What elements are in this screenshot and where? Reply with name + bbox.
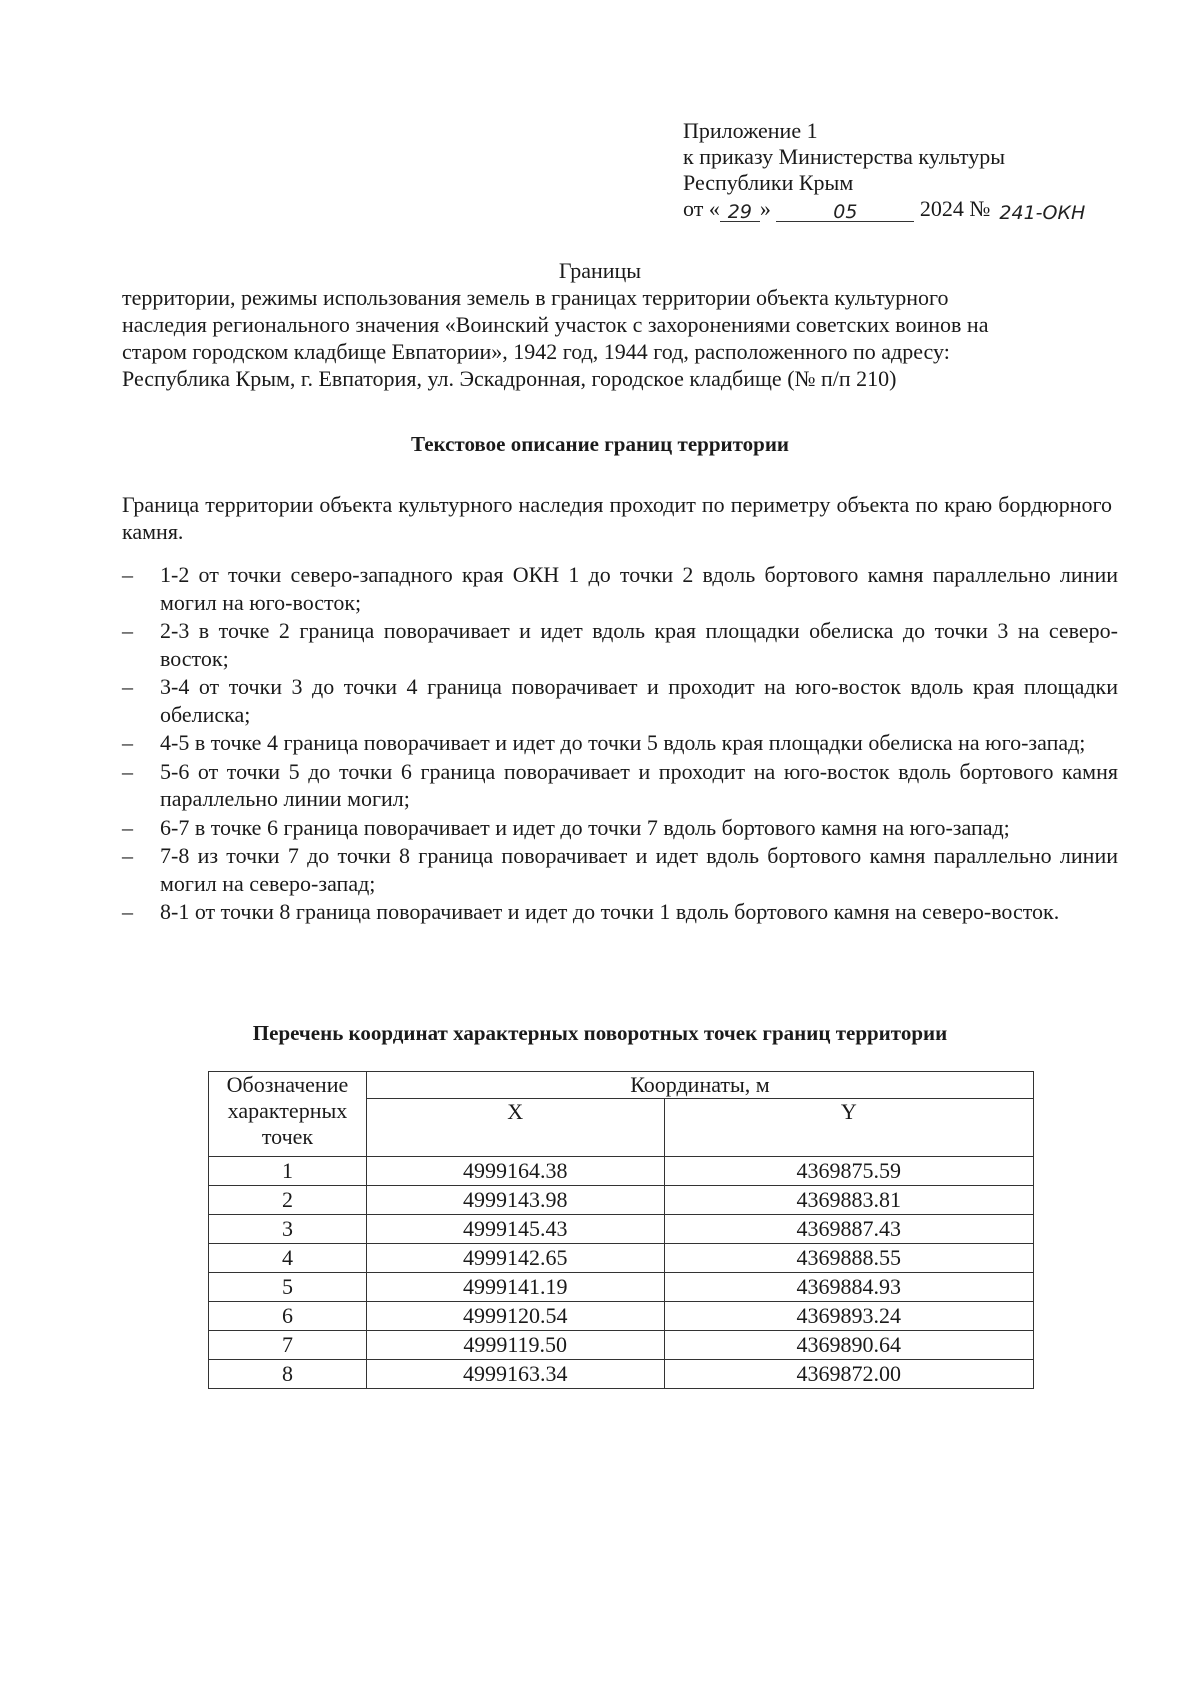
list-dash: –	[122, 674, 133, 699]
appendix-line-3: Республики Крым	[683, 170, 854, 195]
list-dash: –	[122, 899, 133, 924]
cell-y: 4369884.93	[664, 1273, 1033, 1302]
cell-point: 3	[209, 1215, 367, 1244]
cell-x: 4999119.50	[366, 1331, 664, 1360]
list-dash: –	[122, 814, 133, 840]
text-section-heading: Текстовое описание границ территории	[410, 432, 790, 456]
list-item	[122, 758, 1118, 813]
cell-y: 4369872.00	[664, 1360, 1033, 1389]
table-row	[209, 1186, 1034, 1215]
cell-x: 4999145.43	[366, 1215, 664, 1244]
list-dash: –	[122, 618, 133, 643]
list-item	[122, 814, 1118, 842]
appendix-date-line	[683, 196, 1094, 222]
cell-point: 8	[209, 1360, 367, 1389]
cell-y: 4369893.24	[664, 1302, 1033, 1331]
date-day: 29	[720, 199, 760, 222]
boundary-list	[122, 561, 1118, 927]
subtitle-line: Республика Крым, г. Евпатория, ул. Эскадронная, городское кладбище (№ п/п 210)	[122, 366, 897, 391]
cell-x: 4999164.38	[366, 1157, 664, 1186]
cell-point: 6	[209, 1302, 367, 1331]
list-item-text: 8-1 от точки 8 граница поворачивает и идет до точки 1 вдоль бортового камня на северо-восток.	[160, 899, 1060, 924]
header-point-designation: Обозначение характерных точек	[209, 1072, 367, 1157]
table-row	[209, 1215, 1034, 1244]
list-item-text: 3-4 от точки 3 до точки 4 граница поворачивает и проходит на юго-восток вдоль края площадки обелиска;	[160, 674, 1118, 727]
list-item-text: 5-6 от точки 5 до точки 6 граница поворачивает и проходит на юго-восток вдоль бортового камня параллельно линии могил;	[160, 758, 1118, 811]
list-item	[122, 673, 1118, 728]
list-item-text: 1-2 от точки северо-западного края ОКН 1 до точки 2 вдоль бортового камня параллельно линии могил на юго-восток;	[160, 562, 1118, 615]
subtitle-line: территории, режимы использования земель в границах территории объекта культурного	[122, 285, 949, 310]
document-subtitle	[122, 284, 1080, 392]
cell-x: 4999142.65	[366, 1244, 664, 1273]
list-item	[122, 898, 1118, 926]
cell-x: 4999141.19	[366, 1273, 664, 1302]
table-row	[209, 1331, 1034, 1360]
cell-point: 5	[209, 1273, 367, 1302]
date-quote-close: »	[759, 196, 771, 221]
date-prefix: от «	[683, 196, 720, 221]
cell-y: 4369887.43	[664, 1215, 1033, 1244]
cell-point: 2	[209, 1186, 367, 1215]
document-title: Границы	[558, 258, 642, 283]
list-item	[122, 561, 1118, 616]
coords-heading: Перечень координат характерных поворотных точек границ территории	[252, 1021, 948, 1045]
cell-point: 7	[209, 1331, 367, 1360]
list-item-text: 4-5 в точке 4 граница поворачивает и идет до точки 5 вдоль края площадки обелиска на юго-запад;	[160, 730, 1086, 755]
order-number: 241-ОКН	[999, 202, 1086, 224]
table-row	[209, 1360, 1034, 1389]
header-x: X	[366, 1099, 664, 1157]
list-dash: –	[122, 562, 133, 587]
date-year: 2024 №	[919, 196, 991, 221]
list-item	[122, 617, 1118, 672]
cell-x: 4999120.54	[366, 1302, 664, 1331]
list-dash: –	[122, 730, 133, 755]
table-row	[209, 1244, 1034, 1273]
table-row	[209, 1157, 1034, 1186]
cell-y: 4369888.55	[664, 1244, 1033, 1273]
coordinates-table	[208, 1071, 1034, 1389]
cell-x: 4999163.34	[366, 1360, 664, 1389]
appendix-block	[683, 118, 1094, 222]
list-item-text: 6-7 в точке 6 граница поворачивает и идет до точки 7 вдоль бортового камня на юго-запад;	[160, 814, 1010, 840]
cell-x: 4999143.98	[366, 1186, 664, 1215]
cell-y: 4369890.64	[664, 1331, 1033, 1360]
list-item	[122, 729, 1118, 757]
intro-paragraph: Граница территории объекта культурного наследия проходит по периметру объекта по краю бордюрного камня.	[122, 492, 1112, 544]
appendix-line-2: к приказу Министерства культуры	[683, 144, 1006, 169]
date-month: 05	[776, 199, 914, 222]
table-row	[209, 1302, 1034, 1331]
list-item-text: 7-8 из точки 7 до точки 8 граница поворачивает и идет вдоль бортового камня параллельно линии могил на северо-запад;	[160, 843, 1118, 896]
appendix-line-1: Приложение 1	[683, 118, 818, 143]
cell-y: 4369875.59	[664, 1157, 1033, 1186]
list-item	[122, 842, 1118, 897]
subtitle-line: наследия регионального значения «Воинский участок с захоронениями советских воинов на	[122, 312, 989, 337]
subtitle-line: старом городском кладбище Евпатории», 1942 год, 1944 год, расположенного по адресу:	[122, 339, 950, 364]
list-dash: –	[122, 843, 133, 868]
header-coordinates: Координаты, м	[366, 1072, 1033, 1099]
cell-point: 4	[209, 1244, 367, 1273]
table-row	[209, 1273, 1034, 1302]
cell-point: 1	[209, 1157, 367, 1186]
list-item-text: 2-3 в точке 2 граница поворачивает и идет вдоль края площадки обелиска до точки 3 на северо-восток;	[160, 618, 1118, 671]
cell-y: 4369883.81	[664, 1186, 1033, 1215]
header-y: Y	[664, 1099, 1033, 1157]
list-dash: –	[122, 758, 133, 784]
